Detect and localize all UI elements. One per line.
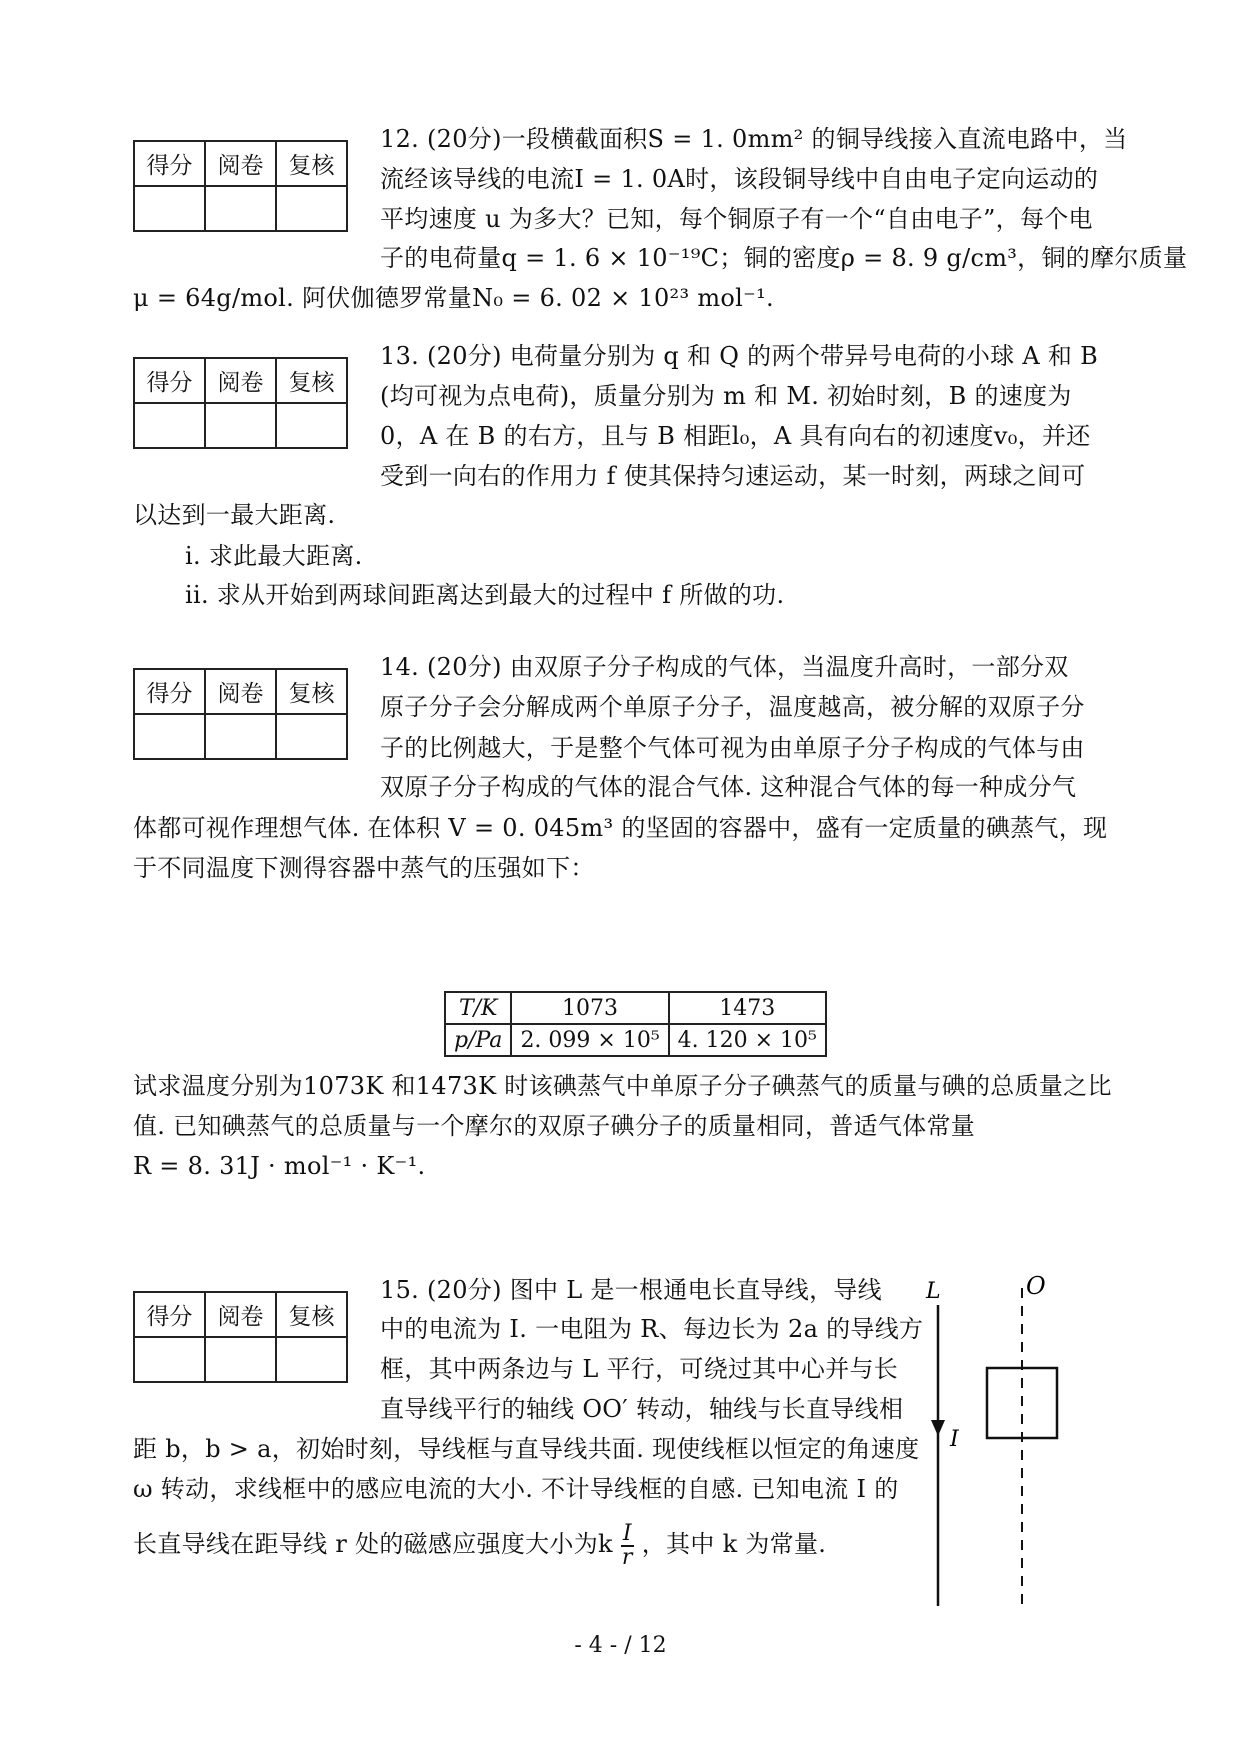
score-cell[interactable] [134, 1337, 205, 1382]
fraction-numerator: I [622, 1520, 632, 1546]
problem-12-line-4: 子的电荷量q = 1. 6 × 10⁻¹⁹C；铜的密度ρ = 8. 9 g/cm³，铜的摩尔质量 [380, 244, 1188, 272]
grader-header: 阅卷 [205, 669, 276, 714]
wire-loop-figure [920, 1270, 1070, 1615]
temperature-header: T/K [445, 992, 511, 1024]
problem-12-line-2: 流经该导线的电流I = 1. 0A时，该段铜导线中自由电子定向运动的 [380, 165, 1099, 193]
problem-15-line-6: ω 转动，求线框中的感应电流的大小. 不计导线框的自感. 已知电流 I 的 [133, 1475, 899, 1503]
problem-13-line-5: 以达到一最大距离. [133, 501, 336, 529]
reviewer-header: 复核 [276, 141, 347, 186]
table-cell: 2. 099 × 10⁵ [511, 1024, 668, 1056]
problem-14-line-5: 体都可视作理想气体. 在体积 V = 0. 045m³ 的坚固的容器中，盛有一定质量的碘蒸气，现 [133, 814, 1108, 842]
fraction-I-over-r [621, 1520, 634, 1570]
pressure-table [444, 991, 827, 1057]
problem-14-line-8: 值. 已知碘蒸气的总质量与一个摩尔的双原子碘分子的质量相同，普适气体常量 [133, 1112, 976, 1140]
grader-header: 阅卷 [205, 1292, 276, 1337]
score-box-15 [133, 1291, 348, 1383]
score-header: 得分 [134, 358, 205, 403]
grader-cell[interactable] [205, 186, 276, 231]
problem-15-line-1: 15. (20分) 图中 L 是一根通电长直导线，导线 [380, 1276, 882, 1304]
problem-13-line-3: 0，A 在 B 的右方，且与 B 相距l₀，A 具有向右的初速度v₀，并还 [380, 422, 1091, 450]
axis-label: O [1026, 1272, 1046, 1300]
problem-15-line-3: 框，其中两条边与 L 平行，可绕过其中心并与长 [380, 1355, 899, 1383]
grader-cell[interactable] [205, 403, 276, 448]
problem-15-line-7-text: 长直导线在距导线 r 处的磁感应强度大小为k [133, 1530, 613, 1558]
problem-13-part-i: i. 求此最大距离. [185, 542, 363, 570]
problem-15-line-5: 距 b，b > a，初始时刻，导线框与直导线共面. 现使线框以恒定的角速度 [133, 1435, 920, 1463]
score-cell[interactable] [134, 714, 205, 759]
reviewer-cell[interactable] [276, 714, 347, 759]
problem-14-line-6: 于不同温度下测得容器中蒸气的压强如下： [133, 854, 595, 882]
score-header: 得分 [134, 1292, 205, 1337]
page-number: - 4 - / 12 [574, 1633, 667, 1658]
reviewer-header: 复核 [276, 669, 347, 714]
table-cell: 4. 120 × 10⁵ [669, 1024, 826, 1056]
score-box-12 [133, 140, 348, 232]
score-box-13 [133, 357, 348, 449]
problem-14-line-2: 原子分子会分解成两个单原子分子，温度越高，被分解的双原子分 [380, 693, 1085, 721]
problem-15-line-7-tail: ，其中 k 为常量. [641, 1530, 827, 1558]
problem-15-line-4: 直导线平行的轴线 OO′ 转动，轴线与长直导线相 [380, 1395, 904, 1423]
grader-header: 阅卷 [205, 141, 276, 186]
score-header: 得分 [134, 669, 205, 714]
problem-13-line-1: 13. (20分) 电荷量分别为 q 和 Q 的两个带异号电荷的小球 A 和 B [380, 342, 1099, 370]
reviewer-header: 复核 [276, 358, 347, 403]
score-cell[interactable] [134, 186, 205, 231]
problem-12-line-1: 12. (20分)一段横截面积S = 1. 0mm² 的铜导线接入直流电路中，当 [380, 125, 1128, 153]
fraction-denominator: r [621, 1544, 633, 1570]
reviewer-header: 复核 [276, 1292, 347, 1337]
reviewer-cell[interactable] [276, 403, 347, 448]
problem-14-line-3: 子的比例越大，于是整个气体可视为由单原子分子构成的气体与由 [380, 734, 1085, 762]
score-cell[interactable] [134, 403, 205, 448]
problem-15-line-2: 中的电流为 I. 一电阻为 R、每边长为 2a 的导线方 [380, 1315, 924, 1343]
problem-14-line-4: 双原子分子构成的气体的混合气体. 这种混合气体的每一种成分气 [380, 773, 1077, 801]
grader-cell[interactable] [205, 1337, 276, 1382]
grader-cell[interactable] [205, 714, 276, 759]
grader-header: 阅卷 [205, 358, 276, 403]
problem-13-line-4: 受到一向右的作用力 f 使其保持匀速运动，某一时刻，两球之间可 [380, 462, 1086, 490]
score-header: 得分 [134, 141, 205, 186]
problem-14-line-1: 14. (20分) 由双原子分子构成的气体，当温度升高时，一部分双 [380, 653, 1069, 681]
pressure-header: p/Pa [445, 1024, 511, 1056]
problem-12-line-5: μ = 64g/mol. 阿伏伽德罗常量N₀ = 6. 02 × 10²³ mol⁻¹. [133, 284, 774, 312]
reviewer-cell[interactable] [276, 186, 347, 231]
reviewer-cell[interactable] [276, 1337, 347, 1382]
score-box-14 [133, 668, 348, 760]
problem-13-part-ii: ii. 求从开始到两球间距离达到最大的过程中 f 所做的功. [185, 581, 785, 609]
table-cell: 1473 [669, 992, 826, 1024]
problem-14-line-9: R = 8. 31J · mol⁻¹ · K⁻¹. [133, 1152, 426, 1180]
problem-14-line-7: 试求温度分别为1073K 和1473K 时该碘蒸气中单原子分子碘蒸气的质量与碘的总质量之比 [133, 1072, 1112, 1100]
problem-12-line-3: 平均速度 u 为多大？已知，每个铜原子有一个“自由电子”，每个电 [380, 205, 1093, 233]
table-cell: 1073 [511, 992, 668, 1024]
current-label: I [950, 1427, 959, 1452]
problem-15-line-7 [133, 1520, 826, 1569]
wire-label: L [926, 1279, 941, 1304]
problem-13-line-2: (均可视为点电荷)，质量分别为 m 和 M. 初始时刻，B 的速度为 [380, 382, 1072, 410]
current-arrow-icon [931, 1420, 945, 1436]
